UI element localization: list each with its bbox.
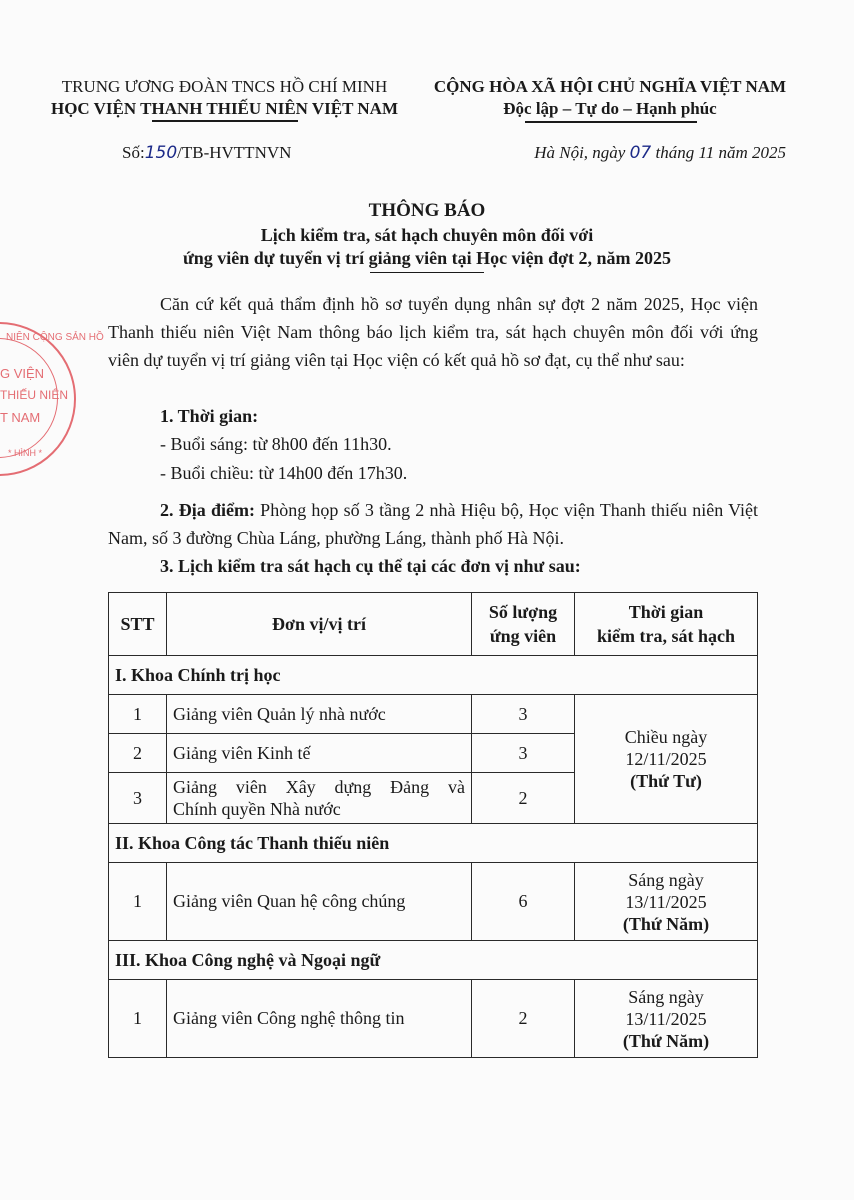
time-session: Sáng ngày bbox=[628, 986, 704, 1007]
table-row bbox=[109, 863, 758, 941]
col-header-time bbox=[575, 593, 758, 656]
col-header-count bbox=[472, 593, 575, 656]
table-row bbox=[109, 695, 758, 734]
national-motto: Độc lập – Tự do – Hạnh phúc bbox=[503, 99, 717, 118]
cell-count: 6 bbox=[472, 863, 575, 941]
col-header-count-l2: ứng viên bbox=[489, 626, 557, 646]
stamp-text-top: NIÊN CỘNG SẢN HỒ bbox=[6, 332, 104, 343]
time-date: 12/11/2025 bbox=[625, 749, 707, 769]
intro-paragraph: Căn cứ kết quả thẩm định hồ sơ tuyển dụng nhân sự đợt 2 năm 2025, Học viện Thanh thiếu niên Việt Nam thông báo lịch kiểm tra, sát hạch chuyên môn đối với ứng viên dự tuyển vị trí giảng viên tại Học viện có kết quả hồ sơ đạt, cụ thể như sau: bbox=[108, 294, 758, 370]
organization-name: HỌC VIỆN THANH THIẾU NIÊN VIỆT NAM bbox=[50, 99, 398, 118]
table-section-row bbox=[109, 824, 758, 863]
red-seal-stamp bbox=[0, 322, 104, 476]
date-prefix: Hà Nội, ngày bbox=[534, 143, 626, 162]
cell-position: Giảng viên Quan hệ công chúng bbox=[167, 863, 472, 941]
stamp-text-2: THIẾU NIÊN bbox=[0, 388, 69, 402]
cell-count: 2 bbox=[472, 773, 575, 824]
cell-position-line1: Giảng viên Xây dựng Đảng và bbox=[173, 777, 465, 797]
motto-underline bbox=[525, 121, 697, 123]
schedule-table bbox=[108, 592, 758, 1058]
org-underline bbox=[152, 120, 298, 122]
section-title: II. Khoa Công tác Thanh thiếu niên bbox=[109, 824, 758, 863]
title-underline bbox=[370, 272, 484, 273]
cell-stt: 1 bbox=[109, 863, 167, 941]
location-paragraph bbox=[108, 496, 758, 552]
document-number bbox=[122, 143, 291, 163]
parent-organization: TRUNG ƯƠNG ĐOÀN TNCS HỒ CHÍ MINH bbox=[61, 77, 388, 96]
cell-position: Giảng viên Quản lý nhà nước bbox=[167, 695, 472, 734]
afternoon-session: - Buổi chiều: từ 14h00 đến 17h30. bbox=[160, 463, 408, 483]
section-schedule-heading: 3. Lịch kiểm tra sát hạch cụ thể tại các đơn vị như sau: bbox=[160, 556, 581, 576]
morning-session: - Buổi sáng: từ 8h00 đến 11h30. bbox=[160, 434, 392, 454]
issuing-organization bbox=[32, 76, 417, 120]
time-weekday: (Thứ Năm) bbox=[622, 913, 710, 934]
section-title: III. Khoa Công nghệ và Ngoại ngữ bbox=[109, 941, 758, 980]
date-day-handwritten: 07 bbox=[629, 143, 652, 163]
stamp-text-bottom: * HÌNH * bbox=[8, 448, 43, 458]
time-session: Chiều ngày bbox=[624, 727, 708, 747]
time-date: 13/11/2025 bbox=[625, 891, 707, 912]
cell-stt: 3 bbox=[109, 773, 167, 824]
cell-count: 2 bbox=[472, 980, 575, 1058]
cell-position: Giảng viên Kinh tế bbox=[167, 734, 472, 773]
col-header-time-l1: Thời gian bbox=[628, 602, 704, 622]
time-date: 13/11/2025 bbox=[625, 1008, 707, 1029]
cell-stt: 1 bbox=[109, 980, 167, 1058]
cell-stt: 1 bbox=[109, 695, 167, 734]
cell-time bbox=[575, 695, 758, 824]
location-text: Phòng họp số 3 tầng 2 nhà Hiệu bộ, Học viện Thanh thiếu niên Việt Nam, số 3 đường Chùa Láng, phường Láng, thành phố Hà Nội. bbox=[108, 500, 759, 548]
cell-position-line2: Chính quyền Nhà nước bbox=[173, 799, 341, 819]
notice-title: THÔNG BÁO bbox=[368, 200, 486, 221]
national-heading bbox=[410, 76, 810, 120]
table-row bbox=[109, 980, 758, 1058]
col-header-stt: STT bbox=[109, 593, 167, 656]
col-header-position: Đơn vị/vị trí bbox=[167, 593, 472, 656]
section-time-heading: 1. Thời gian: bbox=[160, 406, 259, 426]
col-header-time-l2: kiểm tra, sát hạch bbox=[597, 626, 735, 646]
stamp-text-1: G VIỆN bbox=[0, 366, 45, 381]
time-weekday: (Thứ Tư) bbox=[630, 771, 702, 791]
cell-position bbox=[167, 773, 472, 824]
section-location-heading: 2. Địa điểm: bbox=[160, 500, 255, 520]
table-section-row bbox=[109, 941, 758, 980]
notice-subtitle-line2: ứng viên dự tuyển vị trí giảng viên tại Học viện đợt 2, năm 2025 bbox=[182, 248, 672, 268]
country-name: CỘNG HÒA XÃ HỘI CHỦ NGHĨA VIỆT NAM bbox=[433, 77, 787, 96]
time-session: Sáng ngày bbox=[628, 869, 704, 890]
issue-date bbox=[534, 143, 786, 163]
date-suffix: tháng 11 năm 2025 bbox=[655, 143, 786, 162]
cell-time bbox=[575, 863, 758, 941]
col-header-count-l1: Số lượng bbox=[488, 602, 558, 622]
section-title: I. Khoa Chính trị học bbox=[109, 656, 758, 695]
table-section-row bbox=[109, 656, 758, 695]
table-header-row bbox=[109, 593, 758, 656]
cell-time bbox=[575, 980, 758, 1058]
notice-subtitle-line1: Lịch kiểm tra, sát hạch chuyên môn đối với bbox=[260, 225, 594, 245]
cell-position: Giảng viên Công nghệ thông tin bbox=[167, 980, 472, 1058]
doc-number-handwritten: 150 bbox=[144, 143, 178, 163]
time-weekday: (Thứ Năm) bbox=[622, 1030, 710, 1051]
doc-number-suffix: /TB-HVTTNVN bbox=[177, 143, 292, 162]
cell-count: 3 bbox=[472, 695, 575, 734]
stamp-text-3: T NAM bbox=[0, 410, 41, 425]
cell-count: 3 bbox=[472, 734, 575, 773]
cell-stt: 2 bbox=[109, 734, 167, 773]
doc-number-prefix: Số: bbox=[122, 143, 145, 162]
